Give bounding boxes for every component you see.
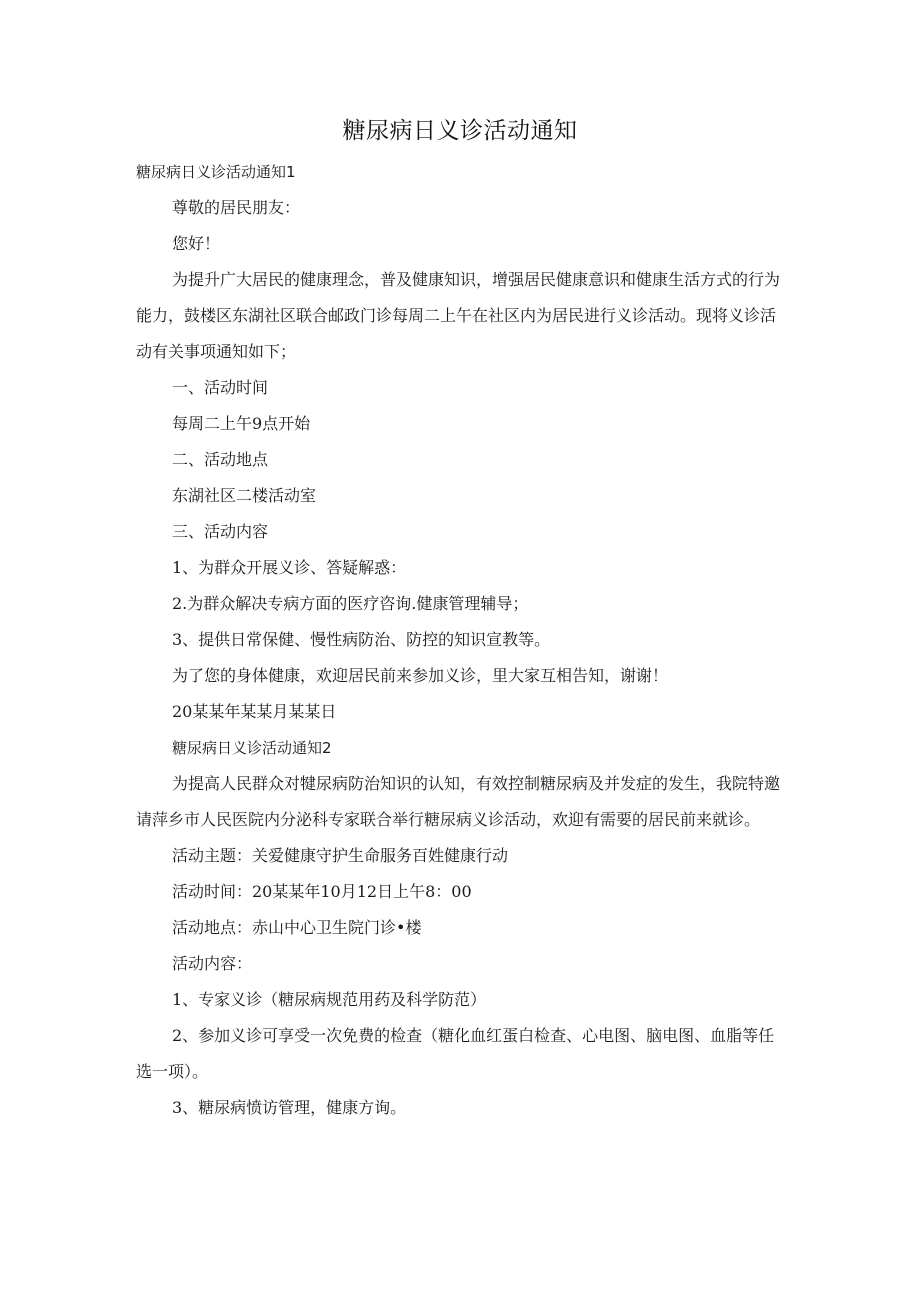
notice-1-place-value: 东湖社区二楼活动室 <box>172 486 317 505</box>
document-body <box>136 154 784 1126</box>
notice-1-content-item: 3、提供日常保健、慢性病防治、防控的知识宣教等。 <box>172 630 551 649</box>
notice-1-greeting: 尊敬的居民朋友： <box>172 198 301 217</box>
notice-2-content-item: 2、参加义诊可享受一次免费的检查（糖化血红蛋白检查、心电图、脑电图、血脂等任选一项）。 <box>136 1026 775 1081</box>
notice-1-closing: 为了您的身体健康，欢迎居民前来参加义诊，里大家互相告知，谢谢！ <box>172 666 669 685</box>
notice-1-content-item: 2.为群众解决专病方面的医疗咨询.健康管理辅导； <box>172 594 529 613</box>
notice-2-intro: 为提高人民群众对犍尿病防治知识的认知，有效控制糖尿病及并发症的发生，我院特邀请萍乡市人民医院内分泌科专家联合举行糖尿病义诊活动，欢迎有需要的居民前来就诊。 <box>136 774 781 829</box>
notice-2-theme: 活动主题：关爱健康守护生命服务百姓健康行动 <box>172 846 509 865</box>
notice-2-place: 活动地点：赤山中心卫生院门诊•楼 <box>172 918 422 937</box>
notice-1-hello: 您好！ <box>172 234 221 253</box>
notice-2-content-item: 3、糖尿病愤访管理，健康方询。 <box>172 1098 407 1117</box>
notice-1-time-value: 每周二上午9点开始 <box>172 414 311 433</box>
notice-1-place-heading: 二、活动地点 <box>172 450 269 469</box>
document-title: 糖尿病日义诊活动通知 <box>342 118 578 144</box>
notice-1-content-heading: 三、活动内容 <box>172 522 269 541</box>
notice-1-subtitle: 糖尿病日义诊活动通知1 <box>136 163 296 181</box>
notice-2-time: 活动时间：20某某年10月12日上午8：00 <box>172 882 472 901</box>
notice-1-time-heading: 一、活动时间 <box>172 378 269 397</box>
notice-1-intro: 为提升广大居民的健康理念，普及健康知识，增强居民健康意识和健康生活方式的行为能力，鼓楼区东湖社区联合邮政门诊每周二上午在社区内为居民进行义诊活动。现将义诊活动有关事项通知如下； <box>136 270 781 361</box>
notice-2-content-label: 活动内容： <box>172 954 253 973</box>
notice-1-date: 20某某年某某月某某日 <box>172 702 337 721</box>
notice-2-subtitle: 糖尿病日义诊活动通知2 <box>172 739 332 757</box>
notice-1-content-item: 1、为群众开展义诊、答疑解惑： <box>172 558 407 577</box>
notice-2-content-item: 1、专家义诊（糖尿病规范用药及科学防范） <box>172 990 487 1009</box>
